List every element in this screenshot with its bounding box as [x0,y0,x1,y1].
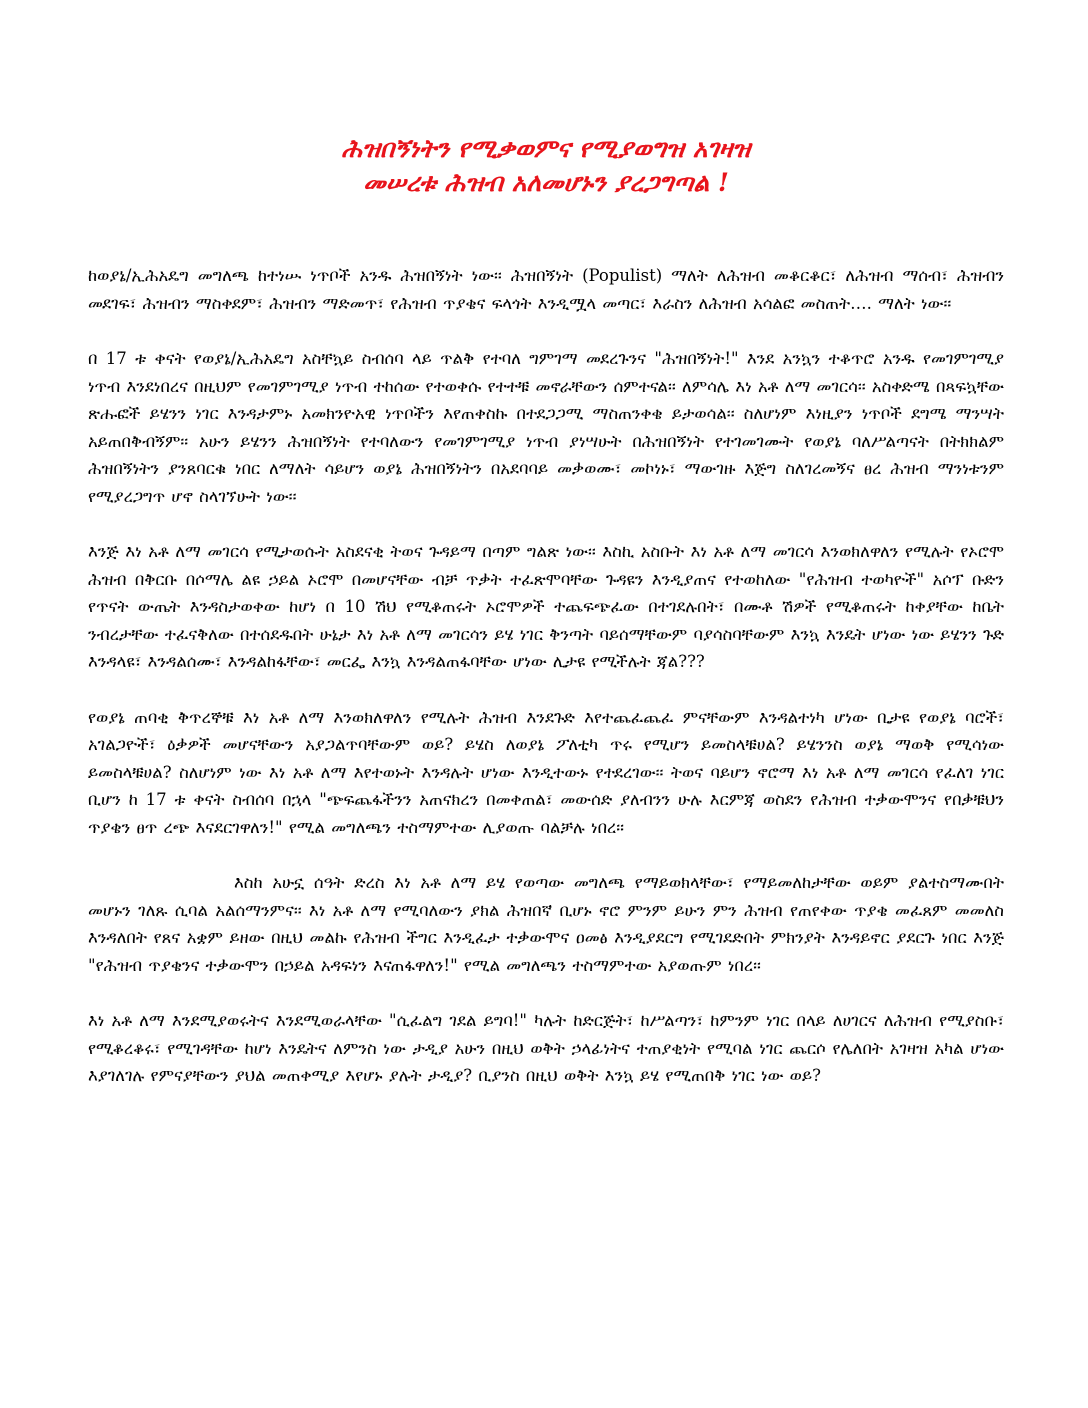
title-line-1: ሕዝበኝነትን የሚቃወምና የሚያወግዝ አገዛዝ [341,134,751,163]
paragraph-5: እስከ አሁኗ ሰዓት ድረስ እነ አቶ ለማ ይሄ የወጣው መግለጫ የማይወክላቸው፣ የማይመለከታቸው ወይም ያልተስማሙበት መሆኑን ገለጹ ሲባል አልሰማንምና፡፡ እነ አቶ ለማ የሚባለውን ያክል ሕዝበኛ ቢሆኑ ኖሮ ምንም ይሁን ምን ሕዝብ የጠየቀው ጥያቄ መፈጸም መመለስ እንዳለበት የጸና አቋም ይዘው በዚህ መልኩ የሕዝብ ችግር እንዲፈታ ተቃውሞና ዐመፅ እንዲያደርግ የሚገደድበት ምክንያት እንዳይኖር ያደርጉ ነበር እንጅ "የሕዝብ ጥያቄንና ተቃውሞን በኃይል አዳፍነን እናጠፋዋለን!" የሚል መግለጫን ተስማምተው አያወጡም ነበረ፡፡ [88,873,1004,975]
paragraph-6: እነ አቶ ለማ እንደሚያወሩትና እንደሚወራላቸው "ሲፈልግ ገደል ይግባ!" ካሉት ከድርጅት፣ ከሥልጣን፣ ከምንም ነገር በላይ ለሀገርና ለሕዝብ የሚያስቡ፣ የሚቆረቆሩ፣ የሚገዳቸው ከሆነ እንዴትና ለምንስ ነው ታዲያ አሁን በዚህ ወቅት ኃላፊነትና ተጠያቂነት የሚባል ነገር ጨርሶ የሌለበት አገዛዝ አካል ሆነው እያገለገሉ የምናያቸውን ያህል መጠቀሚያ እየሆኑ ያሉት ታዲያ? ቢያንስ በዚህ ወቅት እንኳ ይሄ የሚጠበቅ ነገር ነው ወይ? [88,1011,1004,1085]
document-title [88,132,1004,200]
paragraph-3: እንጅ እነ አቶ ለማ መገርሳ የሚታወሱት አስደናቂ ትወና ጉዳይማ በጣም ግልጽ ነው፡፡ እስኪ አስቡት እነ አቶ ለማ መገርሳ እንወክለዋለን የሚሉት የኦሮሞ ሕዝብ በቅርቡ በሶማሌ ልዩ ኃይል ኦሮሞ በመሆናቸው ብቻ ጥቃት ተፈጽሞባቸው ጉዳዩን እንዲያጠና የተወከለው "የሕዝብ ተወካዮች" አሶፕ ቡድን የጥናት ውጤት እንዳስታወቀው ከሆነ በ 10 ሽህ የሚቆጠሩት ኦሮሞዎች ተጨፍጭፈው በተገደሉበት፣ በሙቶ ሽዎች የሚቆጠሩት ከቀያቸው ከቤት ንብረታቸው ተፈናቅለው በተሰደዱበት ሁኔታ እነ አቶ ለማ መገርሳን ይሄ ነገር ቅንጣት ባይሰማቸውም ባያሳስባቸውም እንኳ እንዴት ሆነው ነው ይሄንን ጉድ እንዳላዩ፣ እንዳልሰሙ፣ እንዳልከፋቸው፣ መርፌ እንኳ እንዳልጠፋባቸው ሆነው ሊታዩ የሚችሉት ጃል??? [88,542,1004,671]
paragraph-1: ከወያኔ/ኢሕአዴግ መግለጫ ከተነሡ ነጥቦች አንዱ ሕዝበኝነት ነው፡፡ ሕዝበኝነት (Populist) ማለት ለሕዝብ መቆርቆር፣ ለሕዝብ ማሰብ፣ ሕዝብን መደገፍ፣ ሕዝብን ማስቀደም፣ ሕዝብን ማድመጥ፣ የሕዝብ ጥያቄና ፍላጎት እንዲሟላ መጣር፣ እራስን ለሕዝብ አሳልፎ መስጠት…. ማለት ነው፡፡ [88,266,1004,313]
paragraph-4: የወያኔ ጠባቂ ቅጥረኞቹ እነ አቶ ለማ እንወክለዋለን የሚሉት ሕዝብ እንደጉድ እየተጨፈጨፈ ምናቸውም እንዳልተነካ ሆነው ቢታዩ የወያኔ ባሮች፣ አገልጋዮች፣ ዕቃዎች መሆናቸውን አያጋልጥባቸውም ወይ? ይሄስ ለወያኔ ፖለቲካ ጥሩ የሚሆን ይመስላቹሀል? ይሄንንስ ወያኔ ማወቅ የሚሳነው ይመስላቹሀል? ስለሆነም ነው እነ አቶ ለማ እየተወኑት እንዳሉት ሆነው እንዲተውኑ የተደረገው፡፡ ትወና ባይሆን ኖሮማ እነ አቶ ለማ መገርሳ የፈለገ ነገር ቢሆን ከ 17 ቱ ቀናት ስብሰባ በኋላ "ጭፍጨፋችንን አጠናክረን በመቀጠል፣ መውሰድ ያለብንን ሁሉ እርምጃ ወስደን የሕዝብ ተቃውሞንና የበቃቹህን ጥያቄን ፀጥ ረጭ እናደርገዋለን!" የሚል መግለጫን ተስማምተው ሊያወጡ ባልቻሉ ነበረ፡፡ [88,707,1004,837]
title-line-2: መሠረቱ ሕዝብ አለመሆኑን ያረጋግጣል ! [363,168,729,197]
paragraph-2: በ 17 ቱ ቀናት የወያኔ/ኢሕአዴግ አስቸኳይ ስብሰባ ላይ ጥልቅ የተባለ ግምገማ መደረጉንና "ሕዝበኝነት!" እንደ አንኳን ተቆጥሮ አንዱ የመገምገሚያ ነጥብ እንደነበረና በዚህም የመገምገሚያ ነጥብ ተከሰው የተወቀሱ የተተቹ መኖራቸውን ሰምተናል፡፡ ለምሳሌ እነ አቶ ለማ መገርሳ፡፡ አስቀድሜ በጻፍኳቸው ጽሑፎች ይሄንን ነገር እንዳታምኑ አመክንዮአዊ ነጥቦችን እየጠቀስኩ በተደጋጋሚ ማስጠንቀቄ ይታወሳል፡፡ ስለሆነም እነዚያን ነጥቦች ደግሜ ማንሣት አይጠበቅብኝም፡፡ አሁን ይሄንን ሕዝበኝነት የተባለውን የመገምገሚያ ነጥብ ያነሣሁት በሕዝበኝነት የተገመገሙት የወያኔ ባለሥልጣናት በትክክልም ሕዝበኝነትን ያንጸባርቁ ነበር ለማለት ሳይሆን ወያኔ ሕዝበኝነትን በአደባባይ መቃወሙ፣ መኮነኑ፣ ማውገዙ እጅግ ስለገረመኝና ፀረ ሕዝብ ማንነቱንም የሚያረጋግጥ ሆኖ ስላገኘሁት ነው፡፡ [88,349,1004,506]
